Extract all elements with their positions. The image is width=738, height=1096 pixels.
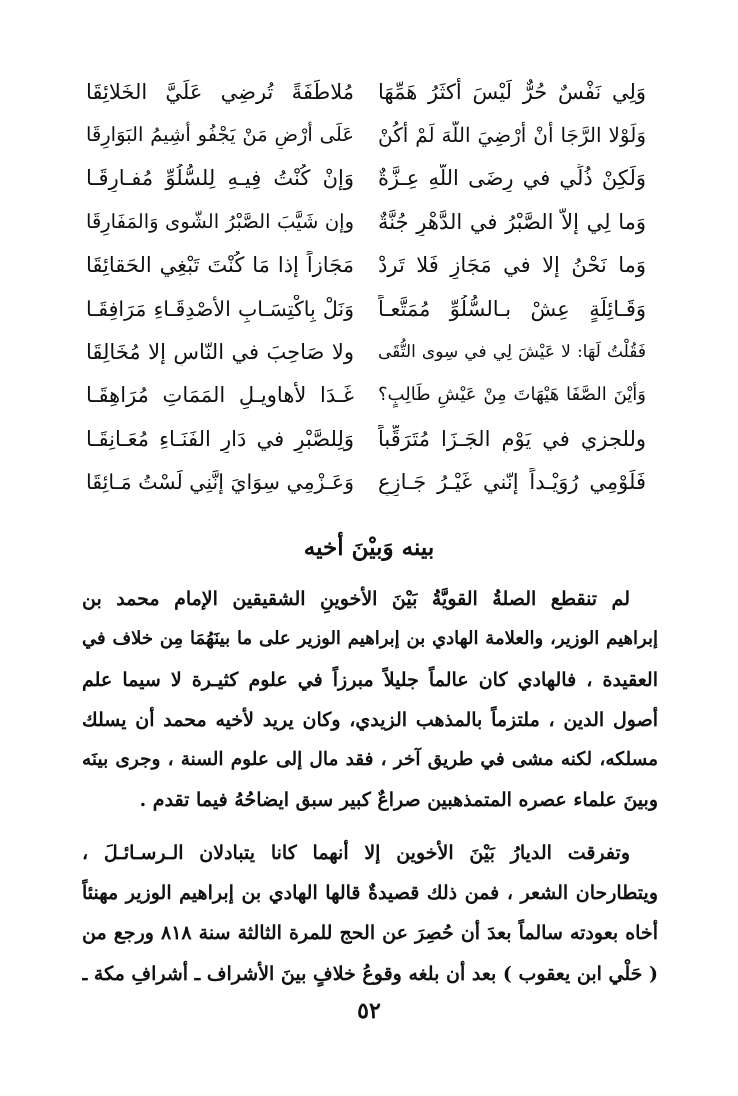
- poem-verse: [86, 200, 646, 243]
- verse-first-hemistich: وَقَـائِلَةٍ عِشْ بـالسُّلُوِّ مُمَتَّعـاً: [378, 296, 646, 321]
- verse-first-hemistich: وَلَكِنْ ذُلِّي في رِضَى اللّهِ عِـزَّةٌ: [378, 166, 646, 191]
- poem-verse: [86, 244, 646, 287]
- verse-first-hemistich: وَما نَحْنُ إلا في مَجَازٍ فَلا تَردْ: [378, 253, 646, 278]
- poem-verse: [86, 461, 646, 504]
- poem-verse: [86, 70, 646, 113]
- paragraph-line: وبينَ علماء عصره المتمذهبين صراعٌ كبير سبق ايضاحُهُ فيما تقدم .: [139, 789, 658, 812]
- poem-verse: [86, 157, 646, 200]
- paragraph-line: أخاه بعودته سالماً بعدَ أن حُصِرَ عن الحج للمرة الثالثة سنة ٨١٨ ورجع من: [82, 922, 658, 945]
- verse-first-hemistich: وَأيْنَ الصَّفَا هَيْهَاتَ مِنْ عَيْشِ طَالِبٍ؟: [378, 384, 646, 406]
- verse-second-hemistich: مَجَازاً إذا مَا كُنْتَ تَبْغِي الحَقائِقَا: [86, 253, 354, 278]
- prose-body: [82, 579, 658, 994]
- poem-verse: [86, 287, 646, 330]
- verse-second-hemistich: وَلِلصَّبْرِ في دَارِ الفَنَـاءِ مُعَـانِقَـا: [86, 426, 354, 451]
- verse-first-hemistich: وَلِي نَفْسٌ حُرٌّ لَيْسَ أكثَرُ هَمِّهَا: [378, 79, 646, 104]
- verse-second-hemistich: وإن شَيَّبَ الصَّبْرُ الشّوى وَالمَفَارِقَا: [86, 209, 354, 233]
- paragraph-gap: [82, 821, 658, 833]
- poem-verse: [86, 330, 646, 373]
- paragraph-line: مسلكه، لكنه مشى في طريق آخر ، فقد مال إلى علوم السنة ، وجرى بينَه: [82, 749, 658, 771]
- paragraph-line: العقيدة ، فالهادي كان عالماً جليلاً مبرزاً في علوم كثيـرة لا سيما علم: [82, 668, 658, 691]
- poem-verse: [86, 113, 646, 156]
- paragraph-line: إبراهيم الوزير، والعلامة الهادي بن إبراهيم الوزير على ما بينَهُمَا مِن خلاف في: [82, 628, 658, 650]
- verse-second-hemistich: وَنَلْ بِاكْتِسَـابِ الأصْدِقَـاءِ مَرَافِقَـا: [86, 296, 354, 321]
- poem: [86, 70, 646, 504]
- verse-first-hemistich: فَقُلْتُ لَهَا: لا عَيْشَ لِي في سِوى التُّقَى: [378, 342, 646, 363]
- paragraph: [82, 833, 658, 994]
- page-number: ٥٢: [357, 998, 381, 1024]
- verse-second-hemistich: مُلاطَفَةً تُرضِي عَلَيَّ الخَلائِقَا: [86, 79, 354, 104]
- verse-second-hemistich: وَعَـزْمِي سِوَايَ إنَّنِي لَسْتُ مَـائِقَا: [86, 470, 354, 495]
- verse-second-hemistich: ولا صَاحِبَ في النّاسِ إلا مُخَالِقَا: [86, 340, 354, 365]
- verse-first-hemistich: وَما لِي إلاّ الصَّبْرُ في الدَّهْرِ جُنَّةٌ: [378, 209, 646, 234]
- verse-first-hemistich: وَلَوْلا الرَّجَا أنْ أرْضِيَ اللّهَ لَمْ أكُنْ: [378, 123, 646, 148]
- verse-first-hemistich: وللجزي في يَوْمِ الجَـزَا مُتَرَقِّباً: [378, 426, 646, 451]
- paragraph: [82, 579, 658, 821]
- verse-second-hemistich: عَلَى أرْضٍ مَنْ يَجْفُو أشِيمُ البَوَارِقَا: [86, 123, 354, 147]
- paragraph-line: ( حَلْي ابن يعقوب ) بعد أن بلغه وقوعُ خلافٍ بينَ الأشراف ـ أشرافِ مكة ـ: [82, 962, 658, 985]
- verse-second-hemistich: وَإنْ كُنْتُ فِيـهِ لِلسُّلُوِّ مُفـارِقَـا: [86, 166, 354, 191]
- section-heading: بينه وَبيْنَ أخيه: [303, 534, 435, 561]
- paragraph-line: لم تنقطع الصلةُ القويَّةُ بَيْنَ الأخوينِ الشقيقين الإمام محمد بن: [82, 588, 630, 610]
- verse-first-hemistich: فَلَوْمِي رُوَيْـداً إنّني غَيْـرُ جَـازِعٍ: [378, 470, 646, 495]
- paragraph-line: أصول الدين ، ملتزماً بالمذهب الزيدي، وكان يريد لأخيه محمد أن يسلك: [82, 708, 658, 731]
- poem-verse: [86, 374, 646, 417]
- poem-verse: [86, 417, 646, 460]
- paragraph-line: ويتطارحان الشعر ، فمن ذلك قصيدةٌ قالها الهادي بن إبراهيم الوزير مهنئاً: [82, 882, 658, 905]
- verse-second-hemistich: غَـدَا لأهاويـلِ المَمَاتِ مُرَاهِقَـا: [86, 383, 354, 408]
- paragraph-line: وتفرقت الديارُ بَيْنَ الأخوين إلا أنهما كانا يتبادلان الـرسـائـلَ ،: [82, 841, 630, 864]
